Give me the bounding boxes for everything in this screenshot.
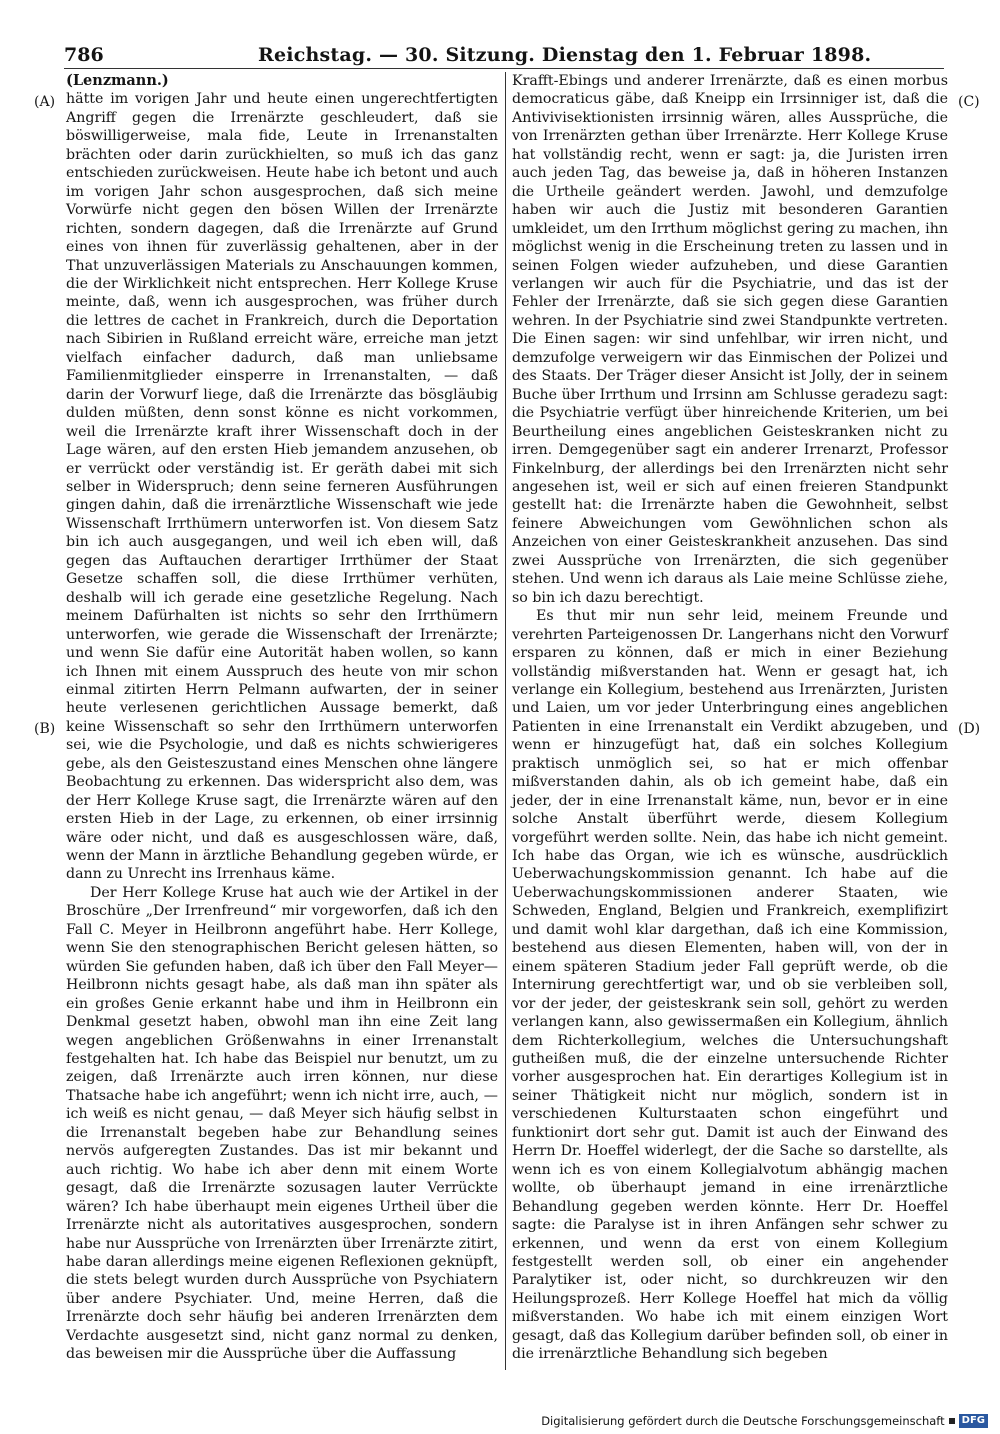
footer-text: Digitalisierung gefördert durch die Deutsche Forschungsgemeinschaft — [541, 1414, 945, 1428]
paragraph: Der Herr Kollege Kruse hat auch wie der Artikel in der Broschüre „Der Irrenfreund“ mir vorgeworfen, daß ich den Fall C. Meyer in Heilbronn angeführt habe. Herr Kollege, wenn Sie den stenographischen Bericht gelesen hätten, so würden Sie gefunden haben, daß ich über den Fall Meyer—Heilbronn nichts gesagt habe, als daß man ihn später als ein großes Genie erkannt habe und ihm in Heilbronn ein Denkmal gesetzt haben, obwohl man ihn eine Zeit lang wegen angeblichen Größenwahns in einer Irrenanstalt festgehalten hat. Ich habe das Beispiel nur benutzt, um zu zeigen, daß Irrenärzte auch irren können, nur diese Thatsache habe ich angeführt; wenn ich nicht irre, auch, — ich weiß es nicht genau, — daß Meyer sich häufig selbst in die Irrenanstalt begeben habe zur Behandlung seines nervös aufgeregten Zustandes. Das ist mir bekannt und auch richtig. Wo habe ich aber denn mit einem Worte gesagt, daß die Irrenärzte sozusagen lauter Verrückte wären? Ich habe überhaupt mein eigenes Urtheil über die Irrenärzte nicht als autoritatives ausgesprochen, sondern habe nur Aussprüche von Irrenärzten über Irrenärzte zitirt, habe daran allerdings meine eigenen Reflexionen geknüpft, die stets belegt wurden durch Aussprüche von Psychiatern über andere Psychiater. Und, meine Herren, daß die Irrenärzte doch sehr häufig bei anderen Irrenärzten dem Verdachte ausgesetzt sind, nicht ganz normal zu denken, das beweisen mir die Aussprüche über die Auffassung — [66, 884, 498, 1363]
right-column — [512, 72, 948, 1364]
margin-marker-d: (D) — [958, 721, 981, 737]
dfg-logo-icon: DFG — [959, 1414, 988, 1428]
speaker-label: (Lenzmann.) — [66, 72, 169, 89]
separator-icon — [949, 1418, 955, 1424]
page-number: 786 — [64, 44, 104, 66]
paragraph: Es thut mir nun sehr leid, meinem Freunde und verehrten Parteigenossen Dr. Langerhans nicht den Vorwurf ersparen zu können, daß er mich in einer Beziehung vollständig mißverstanden hat. Wenn er gesagt hat, ich verlange ein Kollegium, bestehend aus Irrenärzten, Juristen und Laien, um vor jeder Unterbringung eines angeblichen Patienten in eine Irrenanstalt ein Verdikt abzugeben, und wenn er hinzugefügt hat, daß ein solches Kollegium praktisch unmöglich sei, so hat er mich offenbar mißverstanden dahin, als ob ich gemeint habe, daß ein jeder, der in eine Irrenanstalt käme, nun, bevor er in eine solche Anstalt überführt werde, diesem Kollegium vorgeführt werden sollte. Nein, das habe ich nicht gemeint. Ich habe das Organ, wie ich es wünsche, ausdrücklich Ueberwachungskommission genannt. Ich habe auf die Ueberwachungskommissionen anderer Staaten, wie Schweden, England, Belgien und Frankreich, exemplifizirt und damit wohl klar dargethan, daß ich eine Kommission, bestehend aus diesen Elementen, haben will, von der in einem späteren Stadium jeder Fall geprüft werde, ob die Internirung gerechtfertigt war, und ob sie verbleiben soll, vor der jeder, der geisteskrank sein soll, gehört zu werden verlangen kann, also gewissermaßen ein Kollegium, ähnlich dem Richterkollegium, welches die Untersuchungshaft gutheißen muß, die der einzelne untersuchende Richter vorher ausgesprochen hat. Ein derartiges Kollegium ist in seiner Thätigkeit nicht nur möglich, sondern ist in verschiedenen Kulturstaaten schon eingeführt und funktionirt dort sehr gut. Damit ist auch der Einwand des Herrn Dr. Hoeffel widerlegt, der die Sache so darstellte, als wenn ich es von einem Kollegialvotum abhängig machen wollte, ob überhaupt jemand in eine irrenärztliche Behandlung gegeben werden könnte. Herr Dr. Hoeffel sagte: die Paralyse ist in ihren Anfängen sehr schwer zu erkennen, und wenn da erst von einem Kollegium festgestellt werden soll, ob einer ein angehender Paralytiker ist, oder nicht, so durchkreuzen wir den Heilungsprozeß. Herr Kollege Hoeffel hat mich da völlig mißverstanden. Wo habe ich mit einem einzigen Wort gesagt, daß das Kollegium darüber befinden soll, ob einer in die irrenärztliche Behandlung sich begeben — [512, 608, 948, 1363]
footer — [541, 1413, 988, 1429]
header-rule — [64, 68, 944, 69]
paragraph: Krafft-Ebings und anderer Irrenärzte, daß es einen morbus democraticus gäbe, daß Kneipp ein Irrsinniger ist, daß die Antivivisektionisten irrsinnig wären, alles Aussprüche, die von Irrenärzten gethan über Irrenärzte. Herr Kollege Kruse hat vollständig recht, wenn er sagt: ja, die Juristen irren auch jeden Tag, das beweise ja, daß in höheren Instanzen die Urtheile geändert werden. Jawohl, und demzufolge haben wir auch die Justiz mit besonderen Garantien umkleidet, um den Irrthum möglichst gering zu machen, ihn möglichst wenig in die Erscheinung treten zu lassen und in seinen Folgen wieder aufzuheben, und diese Garantien verlangen wir auch für die Psychiatrie, und das ist der Fehler der Irrenärzte, daß sie sich gegen diese Garantien wehren. In der Psychiatrie sind zwei Standpunkte vertreten. Die Einen sagen: wir sind unfehlbar, wir irren nicht, und demzufolge verweigern wir das Einmischen der Polizei und des Staats. Der Träger dieser Ansicht ist Jolly, der in seinem Buche über Irrthum und Irrsinn am Schlusse geradezu sagt: die Psychiatrie verfügt über hinreichende Kriterien, um bei Beurtheilung eines angeblichen Geisteskranken nicht zu irren. Demgegenüber sagt ein anderer Irrenarzt, Professor Finkelnburg, der allerdings bei den Irrenärzten nicht sehr angesehen ist, weil er sich auf einen freieren Standpunkt gestellt hat: die Irrenärzte haben die Gewohnheit, selbst feinere Abweichungen vom Gewöhnlichen schon als Anzeichen von einer Geisteskrankheit anzusehen. Das sind zwei Aussprüche von Irrenärzten, die sich gegenüber stehen. Und wenn ich daraus als Laie meine Schlüsse ziehe, so bin ich dazu berechtigt. — [512, 73, 948, 606]
margin-marker-c: (C) — [958, 94, 980, 110]
left-column — [66, 72, 498, 1364]
paragraph: hätte im vorigen Jahr und heute einen ungerechtfertigten Angriff gegen die Irrenärzte geschleudert, daß sie böswilligerweise, mala fide, Leute in Irrenanstalten brächten oder darin zurückhielten, so muß ich das ganz entschieden zurückweisen. Heute habe ich betont und auch im vorigen Jahr schon ausgesprochen, daß sich meine Vorwürfe nicht gegen den bösen Willen der Irrenärzte richten, sondern dagegen, daß die Irrenärzte auf Grund eines von ihnen für zuverlässig gehaltenen, aber in der That unzuverlässigen Materials zu Anschauungen kommen, die der Wirklichkeit nicht entsprechen. Herr Kollege Kruse meinte, daß, wenn ich ausgesprochen, was früher durch die lettres de cachet in Frankreich, durch die Deportation nach Sibirien in Rußland erreicht wäre, erreiche man jetzt vielfach einfacher dadurch, daß man unliebsame Familienmitglieder einsperre in Irrenanstalten, — daß darin der Vorwurf liege, daß die Irrenärzte das bösgläubig dulden müßten, denn sonst könne es nicht vorkommen, weil die Irrenärzte kraft ihrer Wissenschaft doch in der Lage wären, auf den ersten Hieb jemandem anzusehen, ob er verrückt oder verständig ist. Er geräth dabei mit sich selber in Widerspruch; denn seine ferneren Ausführungen gingen dahin, daß die irrenärztliche Wissenschaft wie jede Wissenschaft Irrthümern unterworfen ist. Von diesem Satz bin ich auch ausgegangen, und weil ich eben will, daß gegen das Auftauchen derartiger Irrthümer der Staat Gesetze schaffen soll, die diese Irrthümer verhüten, deshalb will ich gerade eine gesetzliche Regelung. Nach meinem Dafürhalten ist nichts so sehr den Irrthümern unterworfen, wie gerade die Wissenschaft der Irrenärzte; und wenn Sie dafür eine Autorität haben wollen, so kann ich Ihnen mit einem Ausspruch des heute von mir schon einmal zitirten Herrn Pelmann aufwarten, der in seiner heute verlesenen gerichtlichen Aussage bemerkt, daß keine Wissenschaft so sehr den Irrthümern unterworfen sei, wie die Psychologie, und daß es nichts schwierigeres gebe, als den Geisteszustand eines Menschen ohne längere Beobachtung zu erkennen. Das widerspricht also dem, was der Herr Kollege Kruse sagt, die Irrenärzte wären auf den ersten Hieb in der Lage, zu erkennen, ob einer irrsinnig wäre oder nicht, und daß es ausgeschlossen wäre, daß, wenn der Mann in ärztliche Behandlung gegeben würde, er dann zu Unrecht ins Irrenhaus käme. — [66, 91, 498, 883]
margin-marker-a: (A) — [34, 94, 56, 110]
column-divider — [505, 72, 506, 1370]
page-header — [64, 42, 944, 68]
margin-marker-b: (B) — [34, 721, 56, 737]
running-title: Reichstag. — 30. Sitzung. Dienstag den 1. Februar 1898. — [258, 44, 872, 66]
